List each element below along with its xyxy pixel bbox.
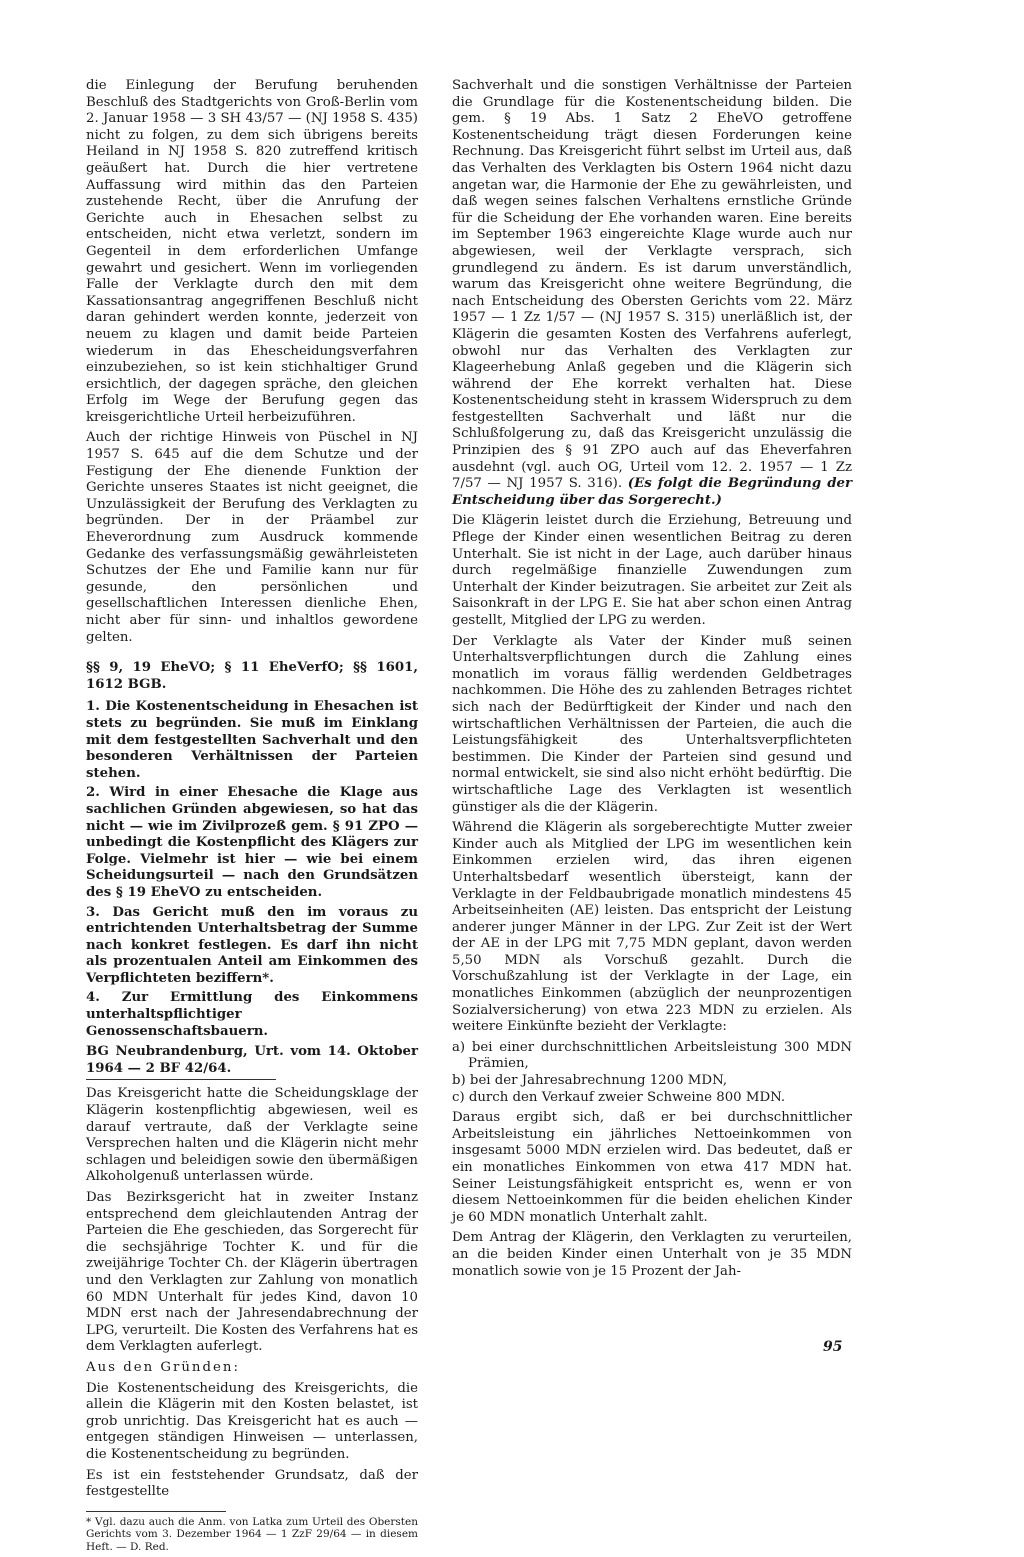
- editorial-note: (Es folgt die Begründung der Entscheidung über das Sorgerecht.): [452, 476, 852, 508]
- paragraph: Sachverhalt und die sonstigen Verhältnisse der Parteien die Grundlage für die Kostenentscheidung bilden. Die gem. § 19 Abs. 1 Satz 2 EheVO getroffene Kostenentscheidung trägt diesen Forderungen keine Rechnung. Das Kreisgericht führt selbst im Urteil aus, daß das Verhalten des Verklagten bis Ostern 1964 nicht dazu angetan war, die Harmonie der Ehe zu gewährleisten, und daß wegen seines falschen Verhaltens ernstliche Gründe für die Scheidung der Ehe vorhanden waren. Eine bereits im September 1963 eingereichte Klage wurde auch nur abgewiesen, weil der Verklagte versprach, sich grundlegend zu ändern. Es ist darum unverständlich, warum das Kreisgericht ohne weitere Begründung, die nach Entscheidung des Obersten Gerichts vom 22. März 1957 — 1 Zz 1/57 — (NJ 1957 S. 315) unerläßlich ist, der Klägerin die gesamten Kosten des Verfahrens auferlegt, obwohl nur das Verhalten des Verklagten zur Klageerhebung Anlaß gegeben und die Klägerin sich während der Ehe korrekt verhalten hat. Diese Kostenentscheidung steht in krassem Widerspruch zu dem festgestellten Sachverhalt und läßt nur die Schlußfolgerung zu, daß das Kreisgericht unzulässig die Prinzipien des § 91 ZPO auch auf das Eheverfahren ausdehnt (vgl. auch OG, Urteil vom 12. 2. 1957 — 1 Zz 7/57 — NJ 1957 S. 316). (Es folgt die Begründung der Entscheidung über das Sorgerecht.): [452, 78, 852, 508]
- headnote-2: 2. Wird in einer Ehesache die Klage aus sachlichen Gründen abgewiesen, so hat das nicht — wie im Zivilprozeß gem. § 91 ZPO — unbedingt die Kostenpflicht des Klägers zur Folge. Vielmehr ist hier — wie bei einem Scheidungsurteil — nach den Grundsätzen des § 19 EheVO zu entscheiden.: [86, 785, 418, 900]
- list-item: b) bei der Jahresabrechnung 1200 MDN,: [452, 1073, 728, 1089]
- reasons-heading: Aus den Gründen:: [86, 1359, 240, 1375]
- paragraph: Daraus ergibt sich, daß er bei durchschnittlicher Arbeitsleistung ein jährliches Nettoeinkommen von insgesamt 5000 MDN erzielen wird. Das bedeutet, daß er ein monatliches Einkommen von etwa 417 MDN hat. Seiner Leistungsfähigkeit entspricht es, wenn er von diesem Nettoeinkommen für die beiden ehelichen Kinder je 60 MDN monatlich Unterhalt zahlt.: [452, 1110, 852, 1225]
- headnote-1: 1. Die Kostenentscheidung in Ehesachen ist stets zu begründen. Sie muß im Einklang mit dem festgestellten Sachverhalt und den besonderen Verhältnissen der Parteien stehen.: [86, 699, 418, 781]
- left-column: [86, 78, 418, 1557]
- list-item: c) durch den Verkauf zweier Schweine 800 MDN.: [452, 1089, 786, 1105]
- footnote-divider: [86, 1511, 226, 1512]
- paragraph: Die Klägerin leistet durch die Erziehung, Betreuung und Pflege der Kinder einen wesentlichen Beitrag zu deren Unterhalt. Sie ist nicht in der Lage, auch darüber hinaus durch regelmäßige finanzielle Zuwendungen zum Unterhalt der Kinder beizutragen. Sie arbeitet zur Zeit als Saisonkraft in der LPG E. Sie hat aber schon einen Antrag gestellt, Mitglied der LPG zu werden.: [452, 513, 852, 628]
- court-citation: BG Neubrandenburg, Urt. vom 14. Oktober 1964 — 2 BF 42/64.: [86, 1044, 418, 1076]
- paragraph: Es ist ein feststehender Grundsatz, daß der festgestellte: [86, 1467, 418, 1500]
- paragraph: Auch der richtige Hinweis von Püschel in NJ 1957 S. 645 auf die dem Schutze und der Festigung der Ehe dienende Funktion der Gerichte unseres Staates ist nicht geeignet, die Unzulässigkeit der Berufung des Verklagten zu begründen. Der in der Präambel zur Eheverordnung zum Ausdruck kommende Gedanke des verfassungsmäßig gewährleisteten Schutzes der Ehe und Familie kann nur für gesunde, den persönlichen und gesellschaftlichen Interessen dienliche Ehen, nicht aber für sinn- und inhaltlos gewordene gelten.: [86, 430, 418, 645]
- headnote-3: 3. Das Gericht muß den im voraus zu entrichtenden Unterhaltsbetrag der Summe nach konkret festlegen. Es darf ihn nicht als prozentualen Anteil am Einkommen des Verpflichteten beziffern*.: [86, 904, 418, 986]
- paragraph: Das Bezirksgericht hat in zweiter Instanz entsprechend dem gleichlautenden Antrag der Parteien die Ehe geschieden, das Sorgerecht für die sechsjährige Tochter K. und für die zweijährige Tochter Ch. der Klägerin übertragen und den Verklagten zur Zahlung von monatlich 60 MDN Unterhalt für jedes Kind, davon 10 MDN erst nach der Jahresendabrechnung der LPG, verurteilt. Die Kosten des Verfahrens hat es dem Verklagten auferlegt.: [86, 1190, 419, 1355]
- paragraph: die Einlegung der Berufung beruhenden Beschluß des Stadtgerichts von Groß-Berlin vom 2. Januar 1958 — 3 SH 43/57 — (NJ 1958 S. 435) nicht zu folgen, zu dem sich übrigens bereits Heiland in NJ 1958 S. 820 zutreffend kritisch geäußert hat. Durch die hier vertretene Auffassung wird mithin das den Parteien zustehende Recht, über die Anrufung der Gerichte auch in Ehesachen selbst zu entscheiden, nicht etwa verletzt, sondern im Gegenteil in dem erforderlichen Umfange gewahrt und gesichert. Wenn im vorliegenden Falle der Verklagte durch den mit dem Kassationsantrag angegriffenen Beschluß nicht daran gehindert werden konnte, jederzeit von neuem zu klagen und damit beide Parteien wiederum in das Ehescheidungsverfahren einzubeziehen, so ist kein stichhaltiger Grund ersichtlich, der dagegen spräche, den gleichen Erfolg im Wege der Berufung gegen das kreisgerichtliche Urteil herbeizuführen.: [86, 78, 418, 425]
- paragraph: Das Kreisgericht hatte die Scheidungsklage der Klägerin kostenpflichtig abgewiesen, weil es darauf vertraute, daß der Verklagte seine Versprechen halten und die Klägerin nicht mehr schlagen und beleidigen sowie den übermäßigen Alkoholgenuß unterlassen würde.: [86, 1086, 418, 1185]
- headnote-4: 4. Zur Ermittlung des Einkommens unterhaltspflichtiger Genossenschaftsbauern.: [86, 990, 418, 1039]
- paragraph: Der Verklagte als Vater der Kinder muß seinen Unterhaltsverpflichtungen durch die Zahlung eines monatlich im voraus fällig werdenden Geldbetrages nachkommen. Die Höhe des zu zahlenden Betrages richtet sich nach der Bedürftigkeit der Kinder und nach den wirtschaftlichen Verhältnissen der Parteien, die auch die Leistungsfähigkeit des Unterhaltsverpflichteten bestimmen. Die Kinder der Parteien sind gesund und normal entwickelt, sie sind also nicht erhöht bedürftig. Die wirtschaftliche Lage des Verklagten ist wesentlich günstiger als die der Klägerin.: [452, 633, 852, 815]
- list-item: a) bei einer durchschnittlichen Arbeitsleistung 300 MDN Prämien,: [452, 1039, 852, 1072]
- section-heading: §§ 9, 19 EheVO; § 11 EheVerfO; §§ 1601, 1612 BGB.: [86, 660, 418, 692]
- paragraph: Während die Klägerin als sorgeberechtigte Mutter zweier Kinder auch als Mitglied der LPG im wesentlichen kein Einkommen erzielen wird, das ihren eigenen Unterhaltsbedarf wesentlich übersteigt, kann der Verklagte in der Feldbaubrigade monatlich mindestens 45 Arbeitseinheiten (AE) leisten. Das entspricht der Leistung anderer junger Männer in der LPG. Zur Zeit ist der Wert der AE in der LPG mit 7,75 MDN geplant, davon werden 5,50 MDN als Vorschuß gezahlt. Durch die Vorschußzahlung ist der Verklagte in der Lage, ein monatliches Einkommen (abzüglich der neunprozentigen Sozialversicherung) von etwa 223 MDN zu erzielen. Als weitere Einkünfte bezieht der Verklagte:: [452, 820, 852, 1035]
- divider: [86, 1079, 276, 1080]
- right-column: [452, 78, 852, 1284]
- income-list: [452, 1040, 852, 1106]
- paragraph: Die Kostenentscheidung des Kreisgerichts, die allein die Klägerin mit den Kosten belastet, ist grob unrichtig. Das Kreisgericht hat es auch — entgegen ständigen Hinweisen — unterlassen, die Kostenentscheidung zu begründen.: [86, 1380, 418, 1462]
- paragraph: Dem Antrag der Klägerin, den Verklagten zu verurteilen, an die beiden Kinder einen Unterhalt von je 35 MDN monatlich sowie von je 15 Prozent der Jah-: [452, 1230, 852, 1279]
- page-number: 95: [823, 1339, 843, 1355]
- footnote: * Vgl. dazu auch die Anm. von Latka zum Urteil des Obersten Gerichts vom 3. Dezember 1964 — 1 ZzF 29/64 — in diesem Heft. — D. Red.: [86, 1515, 418, 1553]
